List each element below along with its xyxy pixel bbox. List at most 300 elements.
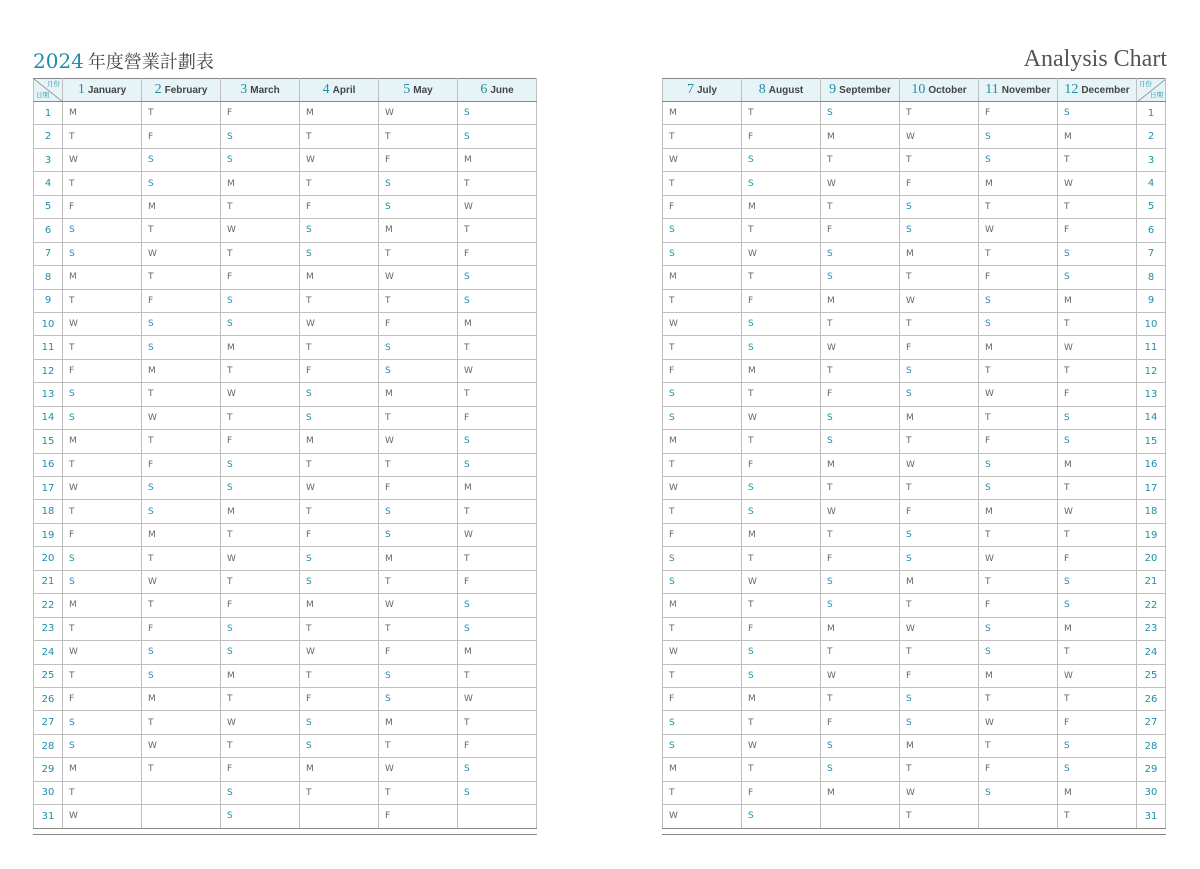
weekday-cell[interactable]: M bbox=[742, 523, 821, 546]
weekday-cell[interactable]: S bbox=[1058, 758, 1137, 781]
weekday-cell[interactable]: S bbox=[221, 125, 300, 148]
weekday-cell[interactable]: W bbox=[663, 312, 742, 335]
weekday-cell[interactable]: S bbox=[821, 570, 900, 593]
weekday-cell[interactable]: W bbox=[663, 148, 742, 171]
weekday-cell[interactable]: T bbox=[742, 711, 821, 734]
weekday-cell[interactable]: T bbox=[900, 758, 979, 781]
weekday-cell[interactable]: T bbox=[742, 594, 821, 617]
weekday-cell[interactable]: F bbox=[1058, 711, 1137, 734]
weekday-cell[interactable]: T bbox=[742, 430, 821, 453]
weekday-cell[interactable]: T bbox=[221, 523, 300, 546]
weekday-cell[interactable]: M bbox=[1058, 617, 1137, 640]
weekday-cell[interactable]: M bbox=[142, 195, 221, 218]
weekday-cell[interactable]: T bbox=[821, 523, 900, 546]
weekday-cell[interactable]: T bbox=[979, 359, 1058, 382]
weekday-cell[interactable]: F bbox=[221, 430, 300, 453]
weekday-cell[interactable]: W bbox=[63, 805, 142, 828]
weekday-cell[interactable]: T bbox=[1058, 195, 1137, 218]
weekday-cell[interactable]: M bbox=[458, 641, 537, 664]
weekday-cell[interactable]: F bbox=[742, 453, 821, 476]
weekday-cell[interactable]: W bbox=[379, 266, 458, 289]
weekday-cell[interactable]: T bbox=[63, 500, 142, 523]
weekday-cell[interactable]: S bbox=[300, 219, 379, 242]
weekday-cell[interactable]: T bbox=[1058, 312, 1137, 335]
weekday-cell[interactable]: S bbox=[300, 570, 379, 593]
weekday-cell[interactable]: F bbox=[663, 195, 742, 218]
weekday-cell[interactable]: M bbox=[300, 102, 379, 125]
weekday-cell[interactable]: T bbox=[821, 312, 900, 335]
weekday-cell[interactable] bbox=[821, 805, 900, 828]
weekday-cell[interactable]: S bbox=[663, 734, 742, 757]
weekday-cell[interactable]: F bbox=[821, 547, 900, 570]
weekday-cell[interactable]: S bbox=[1058, 406, 1137, 429]
weekday-cell[interactable]: T bbox=[663, 781, 742, 804]
weekday-cell[interactable]: S bbox=[1058, 266, 1137, 289]
weekday-cell[interactable]: S bbox=[979, 617, 1058, 640]
weekday-cell[interactable]: M bbox=[300, 430, 379, 453]
weekday-cell[interactable]: T bbox=[221, 406, 300, 429]
weekday-cell[interactable]: W bbox=[821, 336, 900, 359]
weekday-cell[interactable]: T bbox=[142, 383, 221, 406]
weekday-cell[interactable]: S bbox=[663, 406, 742, 429]
weekday-cell[interactable]: M bbox=[221, 500, 300, 523]
weekday-cell[interactable]: S bbox=[63, 242, 142, 265]
weekday-cell[interactable]: S bbox=[979, 641, 1058, 664]
weekday-cell[interactable]: T bbox=[142, 758, 221, 781]
weekday-cell[interactable]: T bbox=[300, 336, 379, 359]
weekday-cell[interactable]: W bbox=[458, 195, 537, 218]
weekday-cell[interactable]: T bbox=[742, 758, 821, 781]
weekday-cell[interactable]: M bbox=[379, 219, 458, 242]
weekday-cell[interactable]: M bbox=[663, 758, 742, 781]
weekday-cell[interactable]: S bbox=[142, 172, 221, 195]
weekday-cell[interactable]: S bbox=[379, 359, 458, 382]
weekday-cell[interactable]: S bbox=[1058, 102, 1137, 125]
weekday-cell[interactable]: S bbox=[379, 664, 458, 687]
weekday-cell[interactable]: T bbox=[300, 664, 379, 687]
weekday-cell[interactable]: W bbox=[742, 406, 821, 429]
weekday-cell[interactable]: F bbox=[900, 172, 979, 195]
weekday-cell[interactable]: F bbox=[300, 523, 379, 546]
weekday-cell[interactable]: F bbox=[821, 383, 900, 406]
weekday-cell[interactable]: T bbox=[142, 594, 221, 617]
weekday-cell[interactable]: M bbox=[221, 336, 300, 359]
weekday-cell[interactable]: S bbox=[663, 242, 742, 265]
weekday-cell[interactable]: S bbox=[979, 148, 1058, 171]
weekday-cell[interactable]: T bbox=[900, 102, 979, 125]
weekday-cell[interactable]: T bbox=[379, 406, 458, 429]
weekday-cell[interactable]: W bbox=[1058, 336, 1137, 359]
weekday-cell[interactable]: M bbox=[1058, 289, 1137, 312]
weekday-cell[interactable]: S bbox=[379, 336, 458, 359]
weekday-cell[interactable]: S bbox=[458, 289, 537, 312]
weekday-cell[interactable]: T bbox=[63, 336, 142, 359]
weekday-cell[interactable]: T bbox=[63, 664, 142, 687]
weekday-cell[interactable]: T bbox=[979, 523, 1058, 546]
weekday-cell[interactable]: S bbox=[379, 195, 458, 218]
weekday-cell[interactable]: S bbox=[821, 734, 900, 757]
weekday-cell[interactable]: T bbox=[742, 102, 821, 125]
weekday-cell[interactable]: W bbox=[221, 711, 300, 734]
weekday-cell[interactable]: T bbox=[979, 195, 1058, 218]
weekday-cell[interactable]: M bbox=[63, 266, 142, 289]
weekday-cell[interactable]: S bbox=[979, 477, 1058, 500]
weekday-cell[interactable]: T bbox=[1058, 523, 1137, 546]
weekday-cell[interactable]: F bbox=[821, 219, 900, 242]
weekday-cell[interactable]: T bbox=[979, 687, 1058, 710]
weekday-cell[interactable]: W bbox=[900, 289, 979, 312]
weekday-cell[interactable]: T bbox=[1058, 805, 1137, 828]
weekday-cell[interactable]: T bbox=[663, 336, 742, 359]
weekday-cell[interactable]: F bbox=[900, 500, 979, 523]
weekday-cell[interactable]: W bbox=[221, 547, 300, 570]
weekday-cell[interactable]: M bbox=[900, 734, 979, 757]
weekday-cell[interactable]: W bbox=[663, 805, 742, 828]
weekday-cell[interactable]: W bbox=[142, 242, 221, 265]
weekday-cell[interactable]: M bbox=[63, 758, 142, 781]
weekday-cell[interactable]: S bbox=[458, 430, 537, 453]
weekday-cell[interactable]: M bbox=[1058, 125, 1137, 148]
weekday-cell[interactable]: F bbox=[663, 523, 742, 546]
weekday-cell[interactable]: W bbox=[300, 477, 379, 500]
weekday-cell[interactable]: F bbox=[979, 758, 1058, 781]
weekday-cell[interactable]: F bbox=[979, 266, 1058, 289]
weekday-cell[interactable]: M bbox=[142, 523, 221, 546]
weekday-cell[interactable]: M bbox=[221, 664, 300, 687]
weekday-cell[interactable]: S bbox=[821, 242, 900, 265]
weekday-cell[interactable]: T bbox=[142, 102, 221, 125]
weekday-cell[interactable]: M bbox=[742, 195, 821, 218]
weekday-cell[interactable]: W bbox=[63, 641, 142, 664]
weekday-cell[interactable] bbox=[979, 805, 1058, 828]
weekday-cell[interactable]: S bbox=[63, 711, 142, 734]
weekday-cell[interactable]: M bbox=[742, 359, 821, 382]
weekday-cell[interactable]: S bbox=[142, 477, 221, 500]
weekday-cell[interactable]: T bbox=[821, 195, 900, 218]
weekday-cell[interactable]: F bbox=[63, 523, 142, 546]
weekday-cell[interactable]: T bbox=[900, 641, 979, 664]
weekday-cell[interactable]: W bbox=[63, 312, 142, 335]
weekday-cell[interactable]: M bbox=[663, 594, 742, 617]
weekday-cell[interactable]: S bbox=[379, 687, 458, 710]
weekday-cell[interactable]: F bbox=[663, 687, 742, 710]
weekday-cell[interactable]: W bbox=[979, 383, 1058, 406]
weekday-cell[interactable]: T bbox=[142, 219, 221, 242]
weekday-cell[interactable]: T bbox=[663, 453, 742, 476]
weekday-cell[interactable]: W bbox=[900, 781, 979, 804]
weekday-cell[interactable]: F bbox=[458, 570, 537, 593]
weekday-cell[interactable]: S bbox=[979, 289, 1058, 312]
weekday-cell[interactable]: S bbox=[379, 523, 458, 546]
weekday-cell[interactable]: T bbox=[742, 547, 821, 570]
weekday-cell[interactable]: M bbox=[63, 594, 142, 617]
weekday-cell[interactable]: F bbox=[221, 758, 300, 781]
weekday-cell[interactable]: M bbox=[900, 242, 979, 265]
weekday-cell[interactable]: S bbox=[1058, 242, 1137, 265]
weekday-cell[interactable]: S bbox=[63, 570, 142, 593]
weekday-cell[interactable]: S bbox=[900, 359, 979, 382]
weekday-cell[interactable]: T bbox=[979, 242, 1058, 265]
weekday-cell[interactable]: W bbox=[979, 219, 1058, 242]
weekday-cell[interactable]: S bbox=[1058, 594, 1137, 617]
weekday-cell[interactable]: W bbox=[742, 570, 821, 593]
weekday-cell[interactable]: F bbox=[142, 125, 221, 148]
weekday-cell[interactable]: F bbox=[221, 266, 300, 289]
weekday-cell[interactable]: T bbox=[379, 570, 458, 593]
weekday-cell[interactable]: S bbox=[821, 406, 900, 429]
weekday-cell[interactable]: T bbox=[458, 219, 537, 242]
weekday-cell[interactable]: W bbox=[142, 406, 221, 429]
weekday-cell[interactable]: T bbox=[979, 406, 1058, 429]
weekday-cell[interactable] bbox=[142, 805, 221, 828]
weekday-cell[interactable]: F bbox=[63, 359, 142, 382]
weekday-cell[interactable]: S bbox=[1058, 430, 1137, 453]
weekday-cell[interactable]: W bbox=[979, 711, 1058, 734]
weekday-cell[interactable]: T bbox=[300, 617, 379, 640]
weekday-cell[interactable]: W bbox=[142, 734, 221, 757]
weekday-cell[interactable]: S bbox=[900, 195, 979, 218]
weekday-cell[interactable]: T bbox=[742, 383, 821, 406]
weekday-cell[interactable]: M bbox=[979, 336, 1058, 359]
weekday-cell[interactable]: W bbox=[379, 430, 458, 453]
weekday-cell[interactable]: T bbox=[742, 219, 821, 242]
weekday-cell[interactable]: F bbox=[900, 336, 979, 359]
weekday-cell[interactable]: W bbox=[379, 758, 458, 781]
weekday-cell[interactable]: M bbox=[821, 453, 900, 476]
weekday-cell[interactable]: T bbox=[1058, 477, 1137, 500]
weekday-cell[interactable]: S bbox=[821, 430, 900, 453]
weekday-cell[interactable]: F bbox=[221, 594, 300, 617]
weekday-cell[interactable]: T bbox=[1058, 148, 1137, 171]
weekday-cell[interactable]: F bbox=[821, 711, 900, 734]
weekday-cell[interactable]: S bbox=[221, 617, 300, 640]
weekday-cell[interactable]: S bbox=[458, 594, 537, 617]
weekday-cell[interactable]: W bbox=[663, 641, 742, 664]
weekday-cell[interactable]: T bbox=[221, 359, 300, 382]
weekday-cell[interactable]: M bbox=[821, 617, 900, 640]
weekday-cell[interactable]: T bbox=[900, 805, 979, 828]
weekday-cell[interactable]: M bbox=[821, 781, 900, 804]
weekday-cell[interactable]: M bbox=[300, 758, 379, 781]
weekday-cell[interactable]: T bbox=[821, 359, 900, 382]
weekday-cell[interactable]: S bbox=[742, 148, 821, 171]
weekday-cell[interactable]: T bbox=[379, 734, 458, 757]
weekday-cell[interactable]: S bbox=[458, 617, 537, 640]
weekday-cell[interactable]: M bbox=[1058, 781, 1137, 804]
weekday-cell[interactable]: S bbox=[379, 172, 458, 195]
weekday-cell[interactable]: S bbox=[221, 477, 300, 500]
weekday-cell[interactable]: S bbox=[979, 312, 1058, 335]
weekday-cell[interactable]: F bbox=[221, 102, 300, 125]
weekday-cell[interactable]: M bbox=[458, 148, 537, 171]
weekday-cell[interactable]: T bbox=[663, 172, 742, 195]
weekday-cell[interactable]: S bbox=[142, 312, 221, 335]
weekday-cell[interactable]: F bbox=[142, 617, 221, 640]
weekday-cell[interactable]: S bbox=[458, 453, 537, 476]
weekday-cell[interactable]: M bbox=[900, 570, 979, 593]
weekday-cell[interactable]: S bbox=[458, 781, 537, 804]
weekday-cell[interactable]: S bbox=[221, 453, 300, 476]
weekday-cell[interactable]: T bbox=[142, 430, 221, 453]
weekday-cell[interactable]: S bbox=[221, 148, 300, 171]
weekday-cell[interactable]: S bbox=[63, 219, 142, 242]
weekday-cell[interactable]: W bbox=[821, 500, 900, 523]
weekday-cell[interactable]: T bbox=[1058, 641, 1137, 664]
weekday-cell[interactable]: F bbox=[379, 641, 458, 664]
weekday-cell[interactable]: S bbox=[63, 383, 142, 406]
weekday-cell[interactable]: W bbox=[221, 383, 300, 406]
weekday-cell[interactable]: T bbox=[63, 781, 142, 804]
weekday-cell[interactable]: S bbox=[821, 758, 900, 781]
weekday-cell[interactable]: M bbox=[821, 289, 900, 312]
weekday-cell[interactable]: S bbox=[900, 383, 979, 406]
weekday-cell[interactable]: S bbox=[300, 406, 379, 429]
weekday-cell[interactable]: S bbox=[900, 547, 979, 570]
weekday-cell[interactable]: W bbox=[379, 594, 458, 617]
weekday-cell[interactable]: M bbox=[300, 266, 379, 289]
weekday-cell[interactable]: T bbox=[821, 641, 900, 664]
weekday-cell[interactable]: S bbox=[221, 312, 300, 335]
weekday-cell[interactable]: S bbox=[142, 664, 221, 687]
weekday-cell[interactable]: T bbox=[221, 687, 300, 710]
weekday-cell[interactable]: S bbox=[663, 219, 742, 242]
weekday-cell[interactable]: F bbox=[742, 289, 821, 312]
weekday-cell[interactable]: T bbox=[142, 711, 221, 734]
weekday-cell[interactable]: F bbox=[900, 664, 979, 687]
weekday-cell[interactable]: F bbox=[379, 148, 458, 171]
weekday-cell[interactable]: T bbox=[900, 148, 979, 171]
weekday-cell[interactable]: F bbox=[1058, 547, 1137, 570]
weekday-cell[interactable]: S bbox=[979, 781, 1058, 804]
weekday-cell[interactable]: F bbox=[142, 453, 221, 476]
weekday-cell[interactable]: S bbox=[742, 312, 821, 335]
weekday-cell[interactable]: M bbox=[979, 172, 1058, 195]
weekday-cell[interactable]: M bbox=[458, 477, 537, 500]
weekday-cell[interactable]: W bbox=[221, 219, 300, 242]
weekday-cell[interactable]: T bbox=[900, 477, 979, 500]
weekday-cell[interactable]: S bbox=[900, 523, 979, 546]
weekday-cell[interactable]: T bbox=[663, 500, 742, 523]
weekday-cell[interactable]: T bbox=[458, 711, 537, 734]
weekday-cell[interactable]: M bbox=[979, 664, 1058, 687]
weekday-cell[interactable]: S bbox=[742, 500, 821, 523]
weekday-cell[interactable]: W bbox=[458, 687, 537, 710]
weekday-cell[interactable]: S bbox=[742, 641, 821, 664]
weekday-cell[interactable]: S bbox=[142, 336, 221, 359]
weekday-cell[interactable]: F bbox=[300, 359, 379, 382]
weekday-cell[interactable]: F bbox=[379, 312, 458, 335]
weekday-cell[interactable]: S bbox=[221, 781, 300, 804]
weekday-cell[interactable]: F bbox=[63, 195, 142, 218]
weekday-cell[interactable]: T bbox=[221, 195, 300, 218]
weekday-cell[interactable]: M bbox=[979, 500, 1058, 523]
weekday-cell[interactable]: T bbox=[142, 266, 221, 289]
weekday-cell[interactable]: W bbox=[379, 102, 458, 125]
weekday-cell[interactable]: M bbox=[1058, 453, 1137, 476]
weekday-cell[interactable]: F bbox=[379, 477, 458, 500]
weekday-cell[interactable]: W bbox=[300, 641, 379, 664]
weekday-cell[interactable]: S bbox=[300, 383, 379, 406]
weekday-cell[interactable]: M bbox=[379, 383, 458, 406]
weekday-cell[interactable]: W bbox=[63, 477, 142, 500]
weekday-cell[interactable]: W bbox=[979, 547, 1058, 570]
weekday-cell[interactable]: F bbox=[379, 805, 458, 828]
weekday-cell[interactable]: S bbox=[979, 453, 1058, 476]
weekday-cell[interactable]: T bbox=[458, 664, 537, 687]
weekday-cell[interactable]: S bbox=[900, 219, 979, 242]
weekday-cell[interactable]: F bbox=[979, 430, 1058, 453]
weekday-cell[interactable]: M bbox=[300, 594, 379, 617]
weekday-cell[interactable]: S bbox=[742, 336, 821, 359]
weekday-cell[interactable]: T bbox=[379, 242, 458, 265]
weekday-cell[interactable]: T bbox=[379, 289, 458, 312]
weekday-cell[interactable]: F bbox=[742, 125, 821, 148]
weekday-cell[interactable]: W bbox=[63, 148, 142, 171]
weekday-cell[interactable]: W bbox=[742, 734, 821, 757]
weekday-cell[interactable]: T bbox=[979, 570, 1058, 593]
weekday-cell[interactable]: T bbox=[63, 617, 142, 640]
weekday-cell[interactable]: S bbox=[63, 547, 142, 570]
weekday-cell[interactable]: T bbox=[458, 383, 537, 406]
weekday-cell[interactable]: W bbox=[300, 148, 379, 171]
weekday-cell[interactable]: T bbox=[63, 453, 142, 476]
weekday-cell[interactable]: S bbox=[821, 266, 900, 289]
weekday-cell[interactable]: M bbox=[663, 102, 742, 125]
weekday-cell[interactable]: T bbox=[300, 500, 379, 523]
weekday-cell[interactable]: T bbox=[300, 125, 379, 148]
weekday-cell[interactable]: T bbox=[742, 266, 821, 289]
weekday-cell[interactable]: T bbox=[663, 125, 742, 148]
weekday-cell[interactable]: S bbox=[458, 125, 537, 148]
weekday-cell[interactable]: S bbox=[742, 477, 821, 500]
weekday-cell[interactable]: W bbox=[900, 125, 979, 148]
weekday-cell[interactable]: M bbox=[142, 687, 221, 710]
weekday-cell[interactable]: M bbox=[379, 711, 458, 734]
weekday-cell[interactable]: F bbox=[142, 289, 221, 312]
weekday-cell[interactable]: S bbox=[142, 641, 221, 664]
weekday-cell[interactable]: T bbox=[300, 781, 379, 804]
weekday-cell[interactable]: T bbox=[221, 570, 300, 593]
weekday-cell[interactable]: F bbox=[300, 195, 379, 218]
weekday-cell[interactable]: F bbox=[458, 734, 537, 757]
weekday-cell[interactable]: F bbox=[458, 242, 537, 265]
weekday-cell[interactable]: W bbox=[900, 453, 979, 476]
weekday-cell[interactable]: T bbox=[900, 594, 979, 617]
weekday-cell[interactable]: M bbox=[63, 102, 142, 125]
weekday-cell[interactable]: F bbox=[742, 617, 821, 640]
weekday-cell[interactable]: W bbox=[142, 570, 221, 593]
weekday-cell[interactable]: M bbox=[221, 172, 300, 195]
weekday-cell[interactable]: F bbox=[979, 102, 1058, 125]
weekday-cell[interactable]: M bbox=[821, 125, 900, 148]
weekday-cell[interactable]: T bbox=[379, 453, 458, 476]
weekday-cell[interactable]: S bbox=[221, 641, 300, 664]
weekday-cell[interactable]: S bbox=[663, 570, 742, 593]
weekday-cell[interactable]: S bbox=[142, 500, 221, 523]
weekday-cell[interactable]: T bbox=[63, 125, 142, 148]
weekday-cell[interactable]: S bbox=[300, 711, 379, 734]
weekday-cell[interactable]: S bbox=[221, 289, 300, 312]
weekday-cell[interactable]: S bbox=[221, 805, 300, 828]
weekday-cell[interactable]: F bbox=[1058, 383, 1137, 406]
weekday-cell[interactable]: M bbox=[379, 547, 458, 570]
weekday-cell[interactable] bbox=[142, 781, 221, 804]
weekday-cell[interactable]: S bbox=[663, 547, 742, 570]
weekday-cell[interactable]: W bbox=[1058, 664, 1137, 687]
weekday-cell[interactable]: W bbox=[821, 664, 900, 687]
weekday-cell[interactable]: F bbox=[742, 781, 821, 804]
weekday-cell[interactable]: M bbox=[900, 406, 979, 429]
